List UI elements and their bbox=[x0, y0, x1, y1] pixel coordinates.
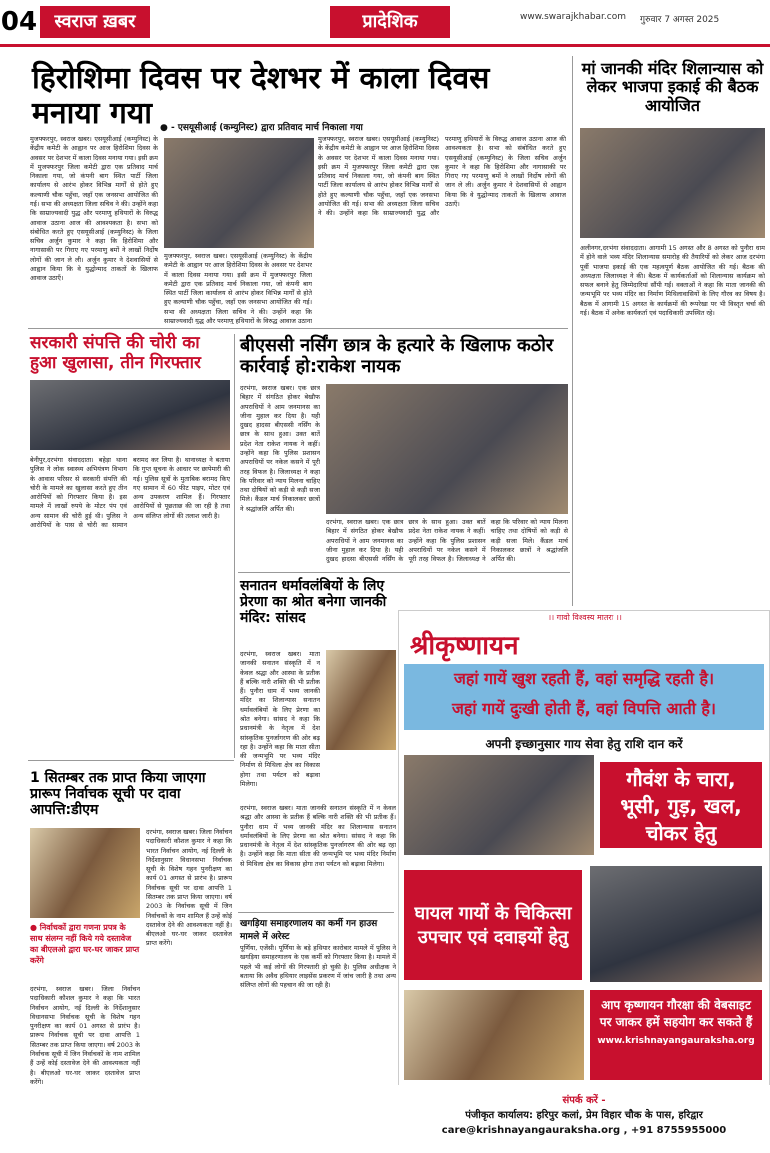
divider bbox=[238, 912, 394, 913]
ad-treatment-box: घायल गायों के चिकित्सा उपचार एवं दवाइयों हेतु bbox=[404, 870, 582, 980]
cow-photo bbox=[404, 755, 594, 855]
story4b-headline: खगड़िया समाहरणालय का कर्मी गन हाउस मामले में अरेस्ट bbox=[240, 919, 378, 942]
ad-website-prompt: आप कृष्णायन गौरक्षा की वेबसाइट पर जाकर हमें सहयोग कर सकते हैं bbox=[599, 998, 753, 1029]
story3-body-bottom: दरभंगा, स्वराज खबर। एक छात्र बिहार में संगठित होकर बेखौफ अपराधियों ने आम जनमानस का जीना मुहाल कर दिया है। यही दुखद हादसा बीएससी नर्सिंग के छात्र के साथ हुआ। उक्त बातें प्रदेश नेता राकेश नायक ने कहीं। उन्होंने कहा कि पुलिस प्रशासन अपराधियों पर नकेल कसने में पूरी तरह विफल है। जिलाध्यक्ष ने कहा कि परिवार को न्याय मिलना चाहिए तथा दोषियों को कड़ी से कड़ी सजा मिले। कैंडल मार्च निकालकर छात्रों ने श्रद्धांजलि अर्पित की। bbox=[326, 518, 568, 564]
story1-body-left: मुजफ्फरपुर, स्वराज खबर। एसयूसीआई (कम्युनिस्ट) के केंद्रीय कमेटी के आह्वान पर आज हिरोशिमा दिवस के अवसर पर देशभर में काला दिवस मनाया गया। इसी क्रम में मुजफ्फरपुर जिला कमेटी द्वारा एक प्रतिवाद मार्च निकाला गया, जो कंपनी बाग स्थित पार्टी जिला कार्यालय से आरंभ होकर विभिन्न मार्गों से होते हुए कल्याणी चौक पहुँचा, जहाँ एक जनसभा आयोजित की गई। सभा की अध्यक्षता जिला सचिव ने की। उन्होंने कहा कि साम्राज्यवादी युद्ध और परमाणु हथियारों के विरुद्ध आवाज उठाना आज की आवश्यकता है। सभा को संबोधित करते हुए एसयूसीआई (कम्युनिस्ट) के जिला सचिव अर्जुन कुमार ने कहा कि हिरोशिमा और नागासाकी पर गिराए गए परमाणु बमों ने लाखों निर्दोष लोगों की जान ले ली। अर्जुन कुमार ने देशवासियों से आह्वान किया कि वे युद्धोन्माद ताकतों के खिलाफ आवाज उठाएँ। bbox=[30, 135, 158, 283]
story3-photo bbox=[326, 384, 568, 514]
story3-headline: बीएससी नर्सिंग छात्र के हत्यारे के खिलाफ कठोर कार्रवाई हो:राकेश नायक bbox=[240, 335, 554, 377]
divider bbox=[238, 572, 570, 573]
dm-portrait bbox=[30, 828, 140, 918]
date-text: गुरुवार 7 अगस्त 2025 bbox=[640, 15, 720, 25]
story4-headline: सनातन धर्मावलंबियों के लिए प्रेरणा का श्रोत बनेगा जानकी मंदिर: सांसद bbox=[240, 578, 387, 627]
divider bbox=[28, 328, 568, 329]
story6-body: अलीनगर,दरभंगा संवाददाता। आगामी 15 अगस्त और 8 अगस्त को पुनौरा धाम में होने वाले भव्य मंदिर शिलान्यास समारोह की तैयारियों को लेकर आज दरभंगा पूर्वी भाजपा इकाई की एक महत्वपूर्ण बैठक आयोजित की गई। बैठक की अध्यक्षता जिलाध्यक्ष ने की। बैठक में कार्यकर्ताओं को शिलान्यास कार्यक्रम को सफल बनाने हेतु जिम्मेदारियां सौंपी गईं। वक्ताओं ने कहा कि माता जानकी की जन्मभूमि पर भव्य मंदिर का निर्माण मिथिलावासियों के लिए गौरव का विषय है। बैठक में आगामी 15 अगस्त के कार्यक्रमों की रूपरेखा पर भी विस्तृत चर्चा की गई। बैठक में अनेक कार्यकर्ता एवं पदाधिकारी उपस्थित रहे। bbox=[580, 244, 765, 317]
ad-contact bbox=[398, 1085, 770, 1153]
ad-contact-label: संपर्क करें - bbox=[562, 1095, 606, 1106]
story1-body-mid: मुजफ्फरपुर, स्वराज खबर। एसयूसीआई (कम्युनिस्ट) के केंद्रीय कमेटी के आह्वान पर आज हिरोशिमा दिवस के अवसर पर देशभर में काला दिवस मनाया गया। इसी क्रम में मुजफ्फरपुर जिला कमेटी द्वारा एक प्रतिवाद मार्च निकाला गया, जो कंपनी बाग स्थित पार्टी जिला कार्यालय से आरंभ होकर विभिन्न मार्गों से होते हुए कल्याणी चौक पहुँचा, जहाँ एक जनसभा आयोजित की गई। सभा की अध्यक्षता जिला सचिव ने की। उन्होंने कहा कि साम्राज्यवादी युद्ध और परमाणु हथियारों के विरुद्ध आवाज उठाना bbox=[164, 252, 312, 324]
story1-subhead: ● - एसयूसीआई (कम्युनिस्ट) द्वारा प्रतिवाद मार्च निकाला गया bbox=[160, 123, 363, 133]
story2-headline: सरकारी संपत्ति की चोरी का हुआ खुलासा, तीन गिरफ्तार bbox=[30, 333, 202, 373]
story1-body-right: मुजफ्फरपुर, स्वराज खबर। एसयूसीआई (कम्युनिस्ट) के केंद्रीय कमेटी के आह्वान पर आज हिरोशिमा दिवस के अवसर पर देशभर में काला दिवस मनाया गया। इसी क्रम में मुजफ्फरपुर जिला कमेटी द्वारा एक प्रतिवाद मार्च निकाला गया, जो कंपनी बाग स्थित पार्टी जिला कार्यालय से आरंभ होकर विभिन्न मार्गों से होते हुए कल्याणी चौक पहुँचा, जहाँ एक जनसभा आयोजित की गई। सभा की अध्यक्षता जिला सचिव ने की। उन्होंने कहा कि साम्राज्यवादी युद्ध और परमाणु हथियारों के विरुद्ध आवाज उठाना आज की आवश्यकता है। सभा को संबोधित करते हुए एसयूसीआई (कम्युनिस्ट) के जिला सचिव अर्जुन कुमार ने कहा कि हिरोशिमा और नागासाकी पर गिराए गए परमाणु बमों ने लाखों निर्दोष लोगों की जान ले ली। अर्जुन कुमार ने देशवासियों से आह्वान किया कि वे युद्धोन्माद ताकतों के खिलाफ आवाज उठाएँ। bbox=[318, 135, 566, 218]
story4-body-2: दरभंगा, स्वराज खबर। माता जानकी सनातन संस्कृति में न केवल श्रद्धा और आस्था के प्रतीक हैं बल्कि नारी शक्ति की भी प्रतीक हैं। पुनौरा धाम में भव्य जानकी मंदिर का शिलान्यास सनातन धर्मावलंबियों के लिए प्रेरणा का श्रोत बनेगा। सांसद ने कहा कि प्रधानमंत्री के नेतृत्व में देश सांस्कृतिक पुनर्जागरण की ओर बढ़ रहा है। उन्होंने कहा कि माता सीता की जन्मभूमि पर भव्य मंदिर निर्माण से मिथिला क्षेत्र का विकास होगा तथा पर्यटन को बढ़ावा मिलेगा। bbox=[240, 804, 396, 868]
website-text: www.swarajkhabar.com bbox=[520, 12, 627, 22]
story2-photo bbox=[30, 380, 230, 450]
story6-photo bbox=[580, 128, 765, 238]
story5-body-left: दरभंगा, स्वराज खबर। जिला निर्वाचन पदाधिकारी कौशल कुमार ने कहा कि भारत निर्वाचन आयोग, नई दिल्ली के निर्देशानुसार विधानसभा निर्वाचक सूची के विशेष गहन पुनरीक्षण का कार्य 01 अगस्त से प्रारंभ है। प्रारूप निर्वाचक सूची पर दावा आपत्ति 1 सितम्बर तक प्राप्त किया जाएगा। वर्ष 2003 के निर्वाचक सूची में जिन निर्वाचकों के नाम शामिल हैं उन्हें कोई दस्तावेज देने की आवश्यकता नहीं है। बीएलओ घर-घर जाकर दस्तावेज प्राप्त करेंगे। bbox=[30, 985, 140, 1086]
ad-slogan bbox=[404, 664, 764, 730]
page-number: 04 bbox=[0, 0, 38, 44]
story6-headline: मां जानकी मंदिर शिलान्यास को लेकर भाजपा इकाई की बैठक आयोजित bbox=[581, 59, 764, 115]
story1-headline: हिरोशिमा दिवस पर देशभर में काला दिवस मनाया गया bbox=[32, 61, 490, 131]
story5-body-right: दरभंगा, स्वराज खबर। जिला निर्वाचन पदाधिकारी कौशल कुमार ने कहा कि भारत निर्वाचन आयोग, नई दिल्ली के निर्देशानुसार विधानसभा निर्वाचक सूची के विशेष गहन पुनरीक्षण का कार्य 01 अगस्त से प्रारंभ है। प्रारूप निर्वाचक सूची पर दावा आपत्ति 1 सितम्बर तक प्राप्त किया जाएगा। वर्ष 2003 के निर्वाचक सूची में जिन निर्वाचकों के नाम शामिल हैं उन्हें कोई दस्तावेज देने की आवश्यकता नहीं है। बीएलओ घर-घर जाकर दस्तावेज प्राप्त करेंगे। bbox=[146, 828, 232, 948]
brand-logo: स्वराज ख़बर bbox=[40, 6, 150, 38]
story1-photo bbox=[164, 138, 314, 248]
ad-slogan-1: जहां गायें खुश रहती हैं, वहां समृद्धि रहती है। bbox=[453, 669, 715, 688]
ad-fodder-box: गौवंश के चारा, भूसी, गुड़, खल, चोकर हेतु bbox=[600, 762, 762, 848]
ad-website-box bbox=[590, 990, 762, 1080]
story3-body-left: दरभंगा, स्वराज खबर। एक छात्र बिहार में संगठित होकर बेखौफ अपराधियों ने आम जनमानस का जीना मुहाल कर दिया है। यही दुखद हादसा बीएससी नर्सिंग के छात्र के साथ हुआ। उक्त बातें प्रदेश नेता राकेश नायक ने कहीं। उन्होंने कहा कि पुलिस प्रशासन अपराधियों पर नकेल कसने में पूरी तरह विफल है। जिलाध्यक्ष ने कहा कि परिवार को न्याय मिलना चाहिए तथा दोषियों को कड़ी से कड़ी सजा मिले। कैंडल मार्च निकालकर छात्रों ने श्रद्धांजलि अर्पित की। bbox=[240, 384, 320, 513]
divider bbox=[28, 760, 234, 761]
story2-body: बेनीपुर,दरभंगा संवाददाता। बहेड़ा थाना पुलिस ने लोक स्वास्थ्य अभियंत्रण विभाग के आवास परिसर से सरकारी संपत्ति की चोरी के मामले का खुलासा करते हुए तीन आरोपियों को गिरफ्तार किया है। इस मामले में लाखों रुपये के मोटर पंप एवं अन्य सामान की चोरी हुई थी। पुलिस ने आरोपियों के पास से चोरी का सामान बरामद कर लिया है। थानाध्यक्ष ने बताया कि गुप्त सूचना के आधार पर छापेमारी की गई। पुलिस सूत्रों के मुताबिक बरामद किए गए सामान में 60 फीट पाइप, मोटर एवं अन्य उपकरण शामिल हैं। गिरफ्तार आरोपियों से पूछताछ की जा रही है तथा अन्य संलिप्त लोगों की तलाश जारी है। bbox=[30, 456, 230, 529]
divider bbox=[234, 334, 235, 758]
injured-cow-photo bbox=[590, 866, 762, 982]
ad-email-phone[interactable]: care@krishnayangauraksha.org , +91 8755955000 bbox=[441, 1125, 727, 1136]
saint-photo bbox=[404, 990, 584, 1080]
divider bbox=[572, 56, 573, 606]
ad-website-url[interactable]: www.krishnayangauraksha.org bbox=[597, 1036, 755, 1046]
story4-body: दरभंगा, स्वराज खबर। माता जानकी सनातन संस्कृति में न केवल श्रद्धा और आस्था के प्रतीक हैं बल्कि नारी शक्ति की भी प्रतीक हैं। पुनौरा धाम में भव्य जानकी मंदिर का शिलान्यास सनातन धर्मावलंबियों के लिए प्रेरणा का श्रोत बनेगा। सांसद ने कहा कि प्रधानमंत्री के नेतृत्व में देश सांस्कृतिक पुनर्जागरण की ओर बढ़ रहा है। उन्होंने कहा कि माता सीता की जन्मभूमि पर भव्य मंदिर निर्माण से मिथिला क्षेत्र का विकास होगा तथा पर्यटन को बढ़ावा मिलेगा। bbox=[240, 650, 320, 788]
story4b-body: पूर्णिया, एजेंसी। पूर्णिया के बड़े हथियार कारोबार मामले में पुलिस ने खगड़िया समाहरणालय के एक कर्मी को गिरफ्तार किया है। मामले में पहले भी कई लोगों की गिरफ्तारी हो चुकी है। पुलिस अधीक्षक ने बताया कि अवैध हथियार लाइसेंस प्रकरण में जांच जारी है तथा अन्य संलिप्त लोगों की पहचान की जा रही है। bbox=[240, 944, 396, 990]
story5-headline: 1 सितम्बर तक प्राप्त किया जाएगा प्रारूप निर्वाचक सूची पर दावा आपत्ति:डीएम bbox=[30, 770, 206, 819]
ad-top-text: ।। गावो विश्वस्य मातरः ।। bbox=[548, 613, 622, 622]
ad-slogan-2: जहां गायें दुःखी होती हैं, वहां विपत्ति आती है। bbox=[452, 699, 716, 718]
section-title: प्रादेशिक bbox=[330, 6, 450, 38]
divider bbox=[0, 44, 770, 47]
ad-address: पंजीकृत कार्यालय: हरिपुर कलां, प्रेम विहार चौक के पास, हरिद्वार bbox=[465, 1110, 703, 1121]
ad-logo: श्रीकृष्णायन bbox=[410, 631, 519, 661]
story5-caption: ● निर्वाचकों द्वारा गणना प्रपत्र के साथ संलग्न नहीं किये गये दस्तावेज का बीएलओ द्वारा घर-घर जाकर प्राप्त करेंगे bbox=[30, 923, 140, 965]
ad-donate-text: अपनी इच्छानुसार गाय सेवा हेतु राशि दान करें bbox=[485, 737, 683, 751]
mp-portrait bbox=[326, 650, 396, 750]
